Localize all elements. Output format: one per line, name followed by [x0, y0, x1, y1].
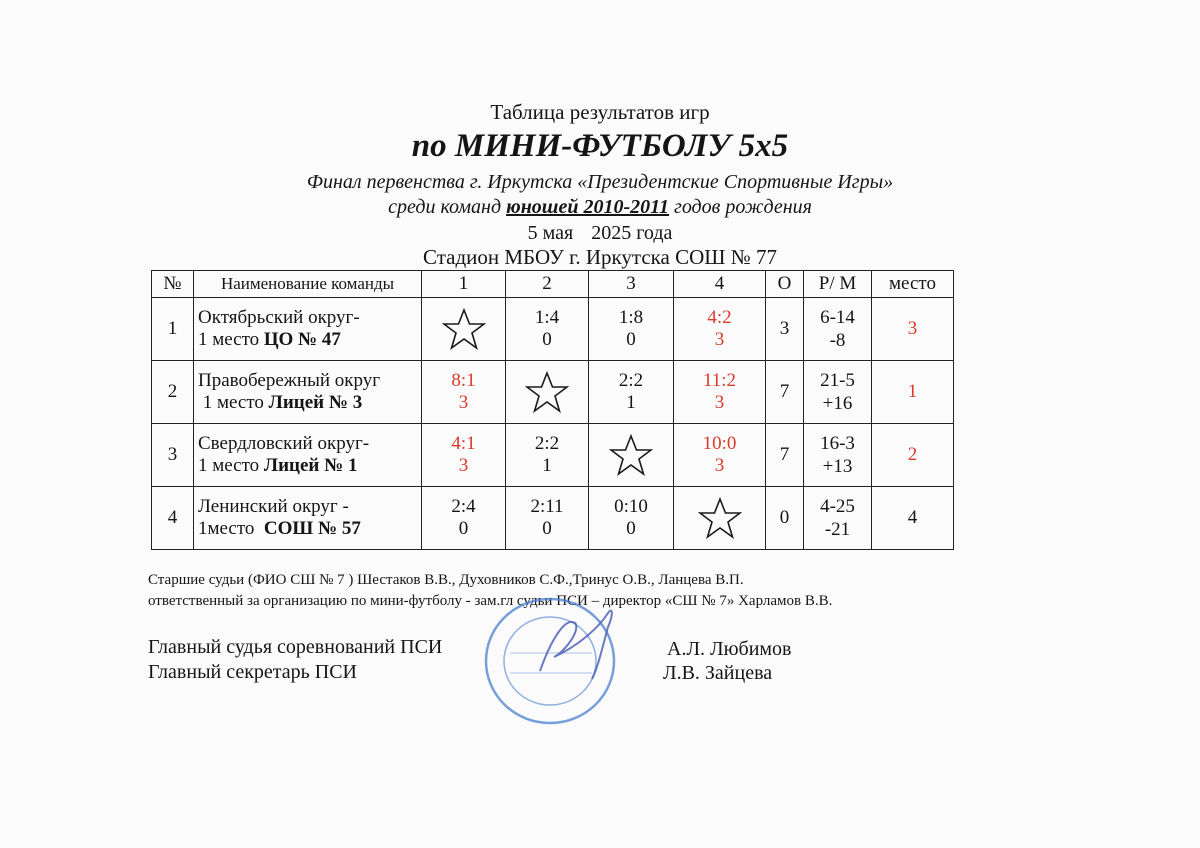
place-value: 3 [907, 318, 918, 339]
score-cell [589, 361, 674, 424]
place-value: 4 [907, 507, 918, 528]
match-score [451, 433, 475, 477]
match-points: 3 [714, 392, 725, 413]
row-number-value: 4 [167, 507, 178, 528]
match-score [707, 307, 731, 351]
goal-difference-cell [804, 361, 872, 424]
match-goals: 1:4 [534, 307, 560, 328]
document-title: Таблица результатов игр [490, 100, 710, 124]
team-name-cell [194, 298, 422, 361]
date-day: 5 мая [527, 222, 574, 244]
goal-difference: +16 [822, 393, 853, 414]
points-value: 7 [779, 381, 790, 402]
match-score [703, 370, 736, 414]
team-school-line [198, 518, 421, 540]
chief-judge-label: Главный судья соревнований ПСИ [148, 636, 443, 658]
score-cell [422, 487, 506, 550]
stadium-line: Стадион МБОУ г. Иркутска СОШ № 77 [422, 245, 777, 269]
table-row [152, 361, 954, 424]
match-points: 1 [626, 392, 636, 413]
self-match-cell [674, 487, 766, 550]
team-district: Ленинский округ - [198, 496, 349, 517]
score-cell [506, 424, 589, 487]
team-school: ЦО № 47 [263, 329, 341, 350]
goals-scored-conceded: 21-5 [820, 370, 855, 391]
goals-scored-conceded: 6-14 [820, 307, 855, 328]
date-year: 2025 года [591, 222, 673, 244]
match-points: 3 [714, 455, 725, 476]
goal-difference: +13 [822, 456, 853, 477]
row-number [152, 361, 194, 424]
chief-judge-name: А.Л. Любимов [667, 638, 792, 660]
match-score [451, 370, 475, 414]
score-cell [674, 361, 766, 424]
score-cell [589, 487, 674, 550]
header-opponent-4: 4 [674, 271, 766, 298]
score-cell [506, 298, 589, 361]
teams-age-group: юношей 2010-2011 [506, 196, 670, 218]
score-cell [506, 487, 589, 550]
row-number [152, 424, 194, 487]
team-name-cell [194, 424, 422, 487]
match-points: 0 [542, 329, 552, 350]
self-match-cell [589, 424, 674, 487]
team-district: Октябрьский округ- [198, 307, 360, 328]
match-goals: 0:10 [614, 496, 648, 517]
team-district: Правобережный округ [198, 370, 381, 391]
goals-scored-conceded: 16-3 [820, 433, 855, 454]
points-value: 0 [779, 507, 790, 528]
star-icon [589, 434, 673, 476]
header-place: место [872, 271, 954, 298]
star-icon [422, 308, 505, 350]
place-cell [872, 487, 954, 550]
star-icon [674, 497, 765, 539]
match-score [535, 433, 559, 477]
match-score [535, 307, 559, 351]
row-number [152, 298, 194, 361]
match-points: 0 [542, 518, 552, 539]
organizer-note: ответственный за организацию по мини-футболу - зам.гл судьи ПСИ – директор «СШ № 7» Харламов В.В. [148, 593, 833, 609]
header-opponent-1: 1 [422, 271, 506, 298]
header-goal-difference: Р/ М [804, 271, 872, 298]
score-cell [589, 298, 674, 361]
teams-line [0, 196, 1200, 219]
match-points: 1 [542, 455, 552, 476]
points-cell [766, 487, 804, 550]
score-cell [674, 424, 766, 487]
row-number-value: 3 [167, 444, 178, 465]
match-score [530, 496, 563, 540]
match-goals: 4:1 [451, 433, 476, 454]
star-icon [506, 371, 588, 413]
team-name-cell [194, 487, 422, 550]
team-place-prefix: 1 место [198, 455, 264, 476]
self-match-cell [506, 361, 589, 424]
teams-prefix: среди команд [388, 196, 507, 218]
points-cell [766, 298, 804, 361]
handwritten-signature-icon [540, 611, 612, 679]
match-goals: 4:2 [707, 307, 732, 328]
team-district: Свердловский округ- [198, 433, 370, 454]
team-school-line [198, 455, 421, 477]
match-points: 3 [458, 392, 469, 413]
team-place-prefix: 1место [198, 518, 264, 539]
header-points: О [766, 271, 804, 298]
table-row [152, 487, 954, 550]
teams-suffix: годов рождения [669, 196, 812, 218]
team-name-cell [194, 361, 422, 424]
place-cell [872, 298, 954, 361]
chief-secretary-name: Л.В. Зайцева [663, 662, 773, 684]
team-school: Лицей № 3 [268, 392, 363, 413]
round-seal-stamp-icon [480, 593, 630, 734]
header-opponent-3: 3 [589, 271, 674, 298]
team-school: СОШ № 57 [263, 518, 361, 539]
place-cell [872, 361, 954, 424]
score-cell [674, 298, 766, 361]
row-number [152, 487, 194, 550]
match-points: 0 [626, 518, 636, 539]
match-score [451, 496, 475, 540]
header-team-name: Наименование команды [194, 271, 422, 298]
goal-difference: -21 [824, 519, 851, 540]
goal-difference: -8 [829, 330, 846, 351]
results-body [152, 298, 954, 550]
match-goals: 1:8 [618, 307, 644, 328]
team-school: Лицей № 1 [263, 455, 358, 476]
match-goals: 10:0 [702, 433, 737, 454]
table-row [152, 298, 954, 361]
match-goals: 2:4 [451, 496, 476, 517]
table-row [152, 424, 954, 487]
match-points: 0 [458, 518, 469, 539]
match-points: 3 [714, 329, 725, 350]
match-goals: 2:11 [530, 496, 564, 517]
match-goals: 11:2 [702, 370, 737, 391]
table-header-row [152, 271, 954, 298]
points-value: 7 [779, 444, 790, 465]
match-points: 0 [626, 329, 636, 350]
championship-line: Финал первенства г. Иркутска «Президентские Спортивные Игры» [306, 171, 894, 193]
header-number: № [152, 271, 194, 298]
team-place-prefix: 1 место [198, 329, 264, 350]
sport-title: по МИНИ-ФУТБОЛУ 5х5 [411, 128, 789, 164]
results-table [151, 270, 954, 550]
score-cell [422, 424, 506, 487]
goals-scored-conceded: 4-25 [820, 496, 855, 517]
points-cell [766, 424, 804, 487]
header-opponent-2: 2 [506, 271, 589, 298]
match-score [619, 307, 643, 351]
points-cell [766, 361, 804, 424]
goal-difference-cell [804, 487, 872, 550]
match-goals: 2:2 [618, 370, 644, 391]
team-school-line [198, 329, 421, 351]
match-goals: 2:2 [534, 433, 560, 454]
points-value: 3 [779, 318, 790, 339]
team-place-prefix: 1 место [198, 392, 269, 413]
match-score [614, 496, 648, 540]
date-line [0, 222, 1200, 245]
senior-judges-note: Старшие судьи (ФИО СШ № 7 ) Шестаков В.В., Духовников С.Ф.,Тринус О.В., Ланцева В.П. [148, 572, 744, 588]
match-score [619, 370, 643, 414]
goal-difference-cell [804, 298, 872, 361]
team-school-line [198, 392, 421, 414]
chief-secretary-label: Главный секретарь ПСИ [148, 661, 358, 683]
place-value: 2 [907, 444, 918, 465]
row-number-value: 1 [167, 318, 178, 339]
place-cell [872, 424, 954, 487]
self-match-cell [422, 298, 506, 361]
score-cell [422, 361, 506, 424]
goal-difference-cell [804, 424, 872, 487]
row-number-value: 2 [167, 381, 178, 402]
place-value: 1 [907, 381, 918, 402]
match-points: 3 [458, 455, 469, 476]
match-goals: 8:1 [451, 370, 476, 391]
match-score [703, 433, 737, 477]
